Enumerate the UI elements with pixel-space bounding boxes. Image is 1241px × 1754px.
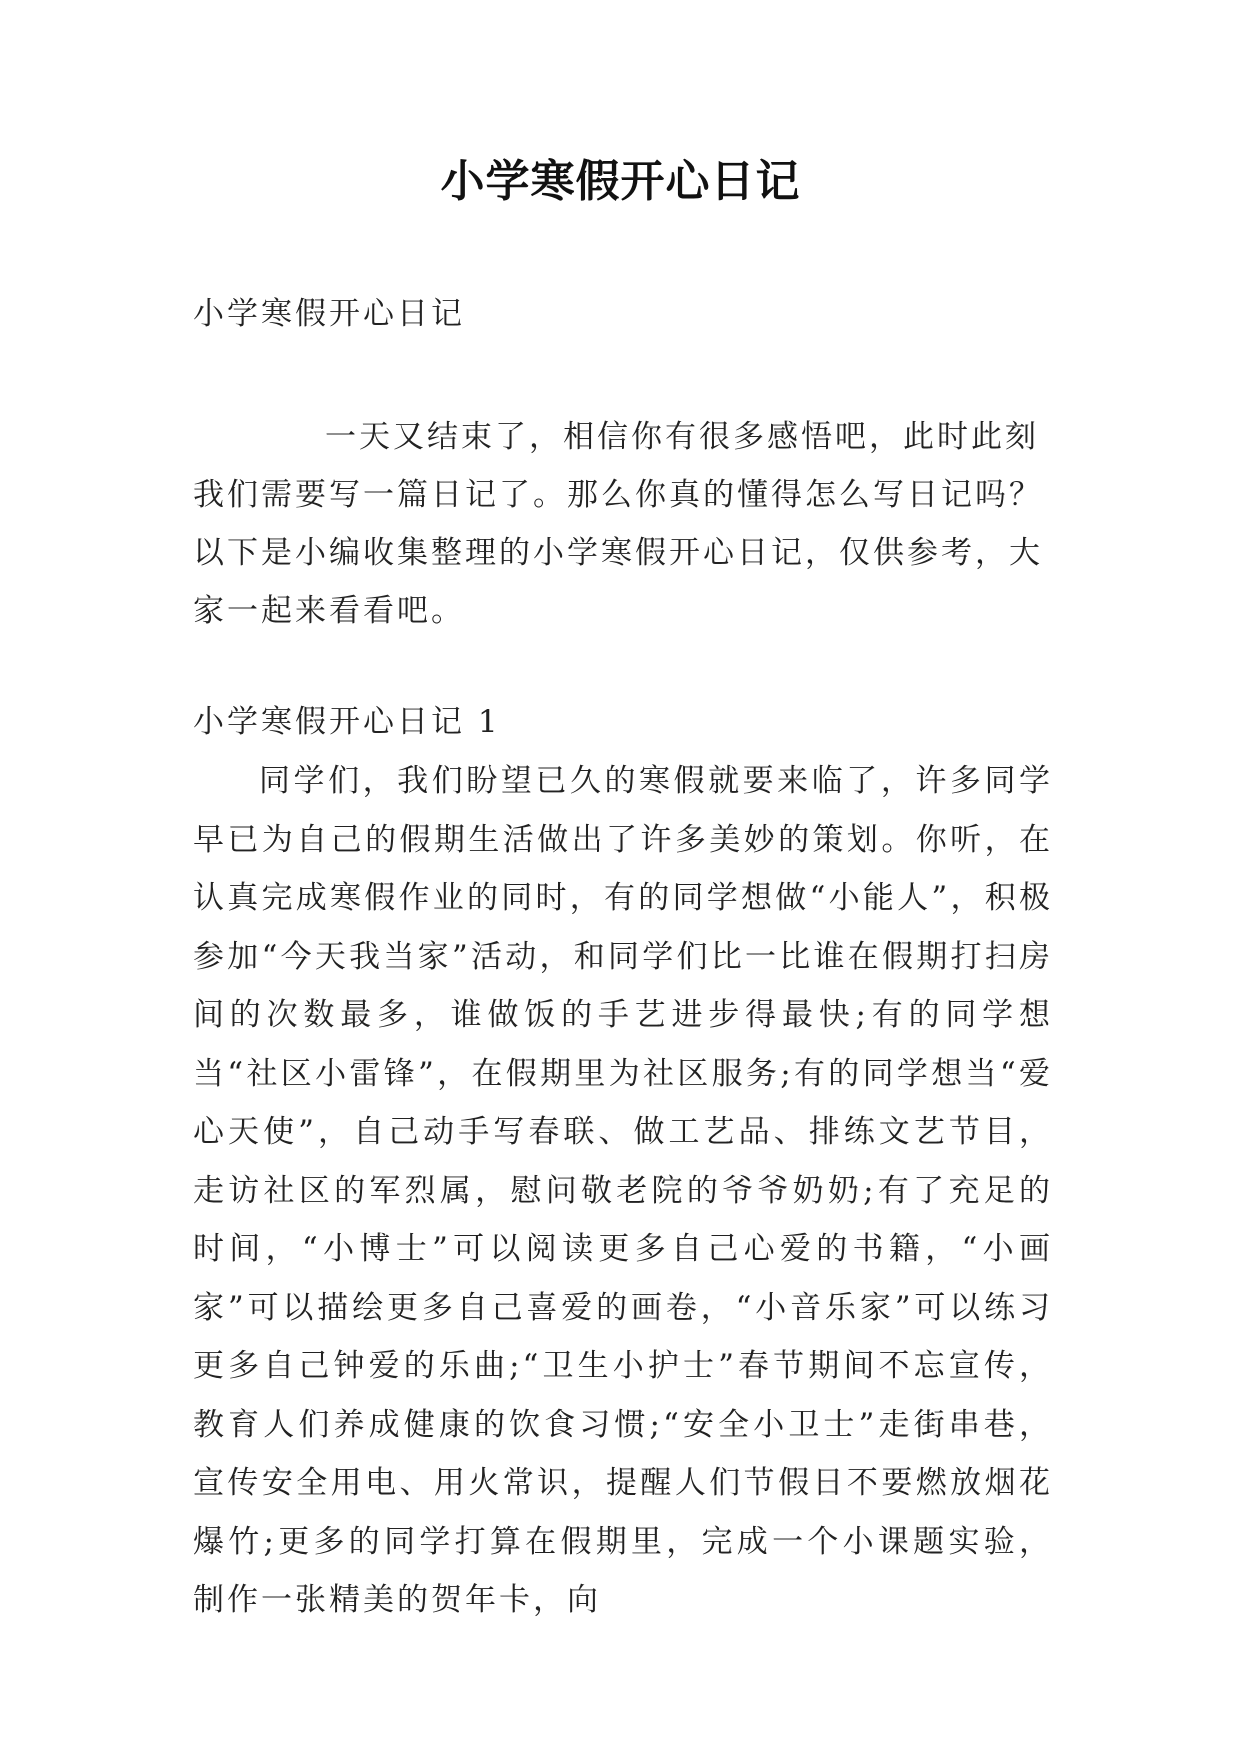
- section-body-paragraph: 同学们，我们盼望已久的寒假就要来临了，许多同学早已为自己的假期生活做出了许多美妙的策划。你听，在认真完成寒假作业的同时，有的同学想做“小能人”，积极参加“今天我当家”活动，和同学们比一比谁在假期打扫房间的次数最多，谁做饭的手艺进步得最快;有的同学想当“社区小雷锋”，在假期里为社区服务;有的同学想当“爱心天使”，自己动手写春联、做工艺品、排练文艺节目，走访社区的军烈属，慰问敬老院的爷爷奶奶;有了充足的时间，“小博士”可以阅读更多自己心爱的书籍，“小画家”可以描绘更多自己喜爱的画卷，“小音乐家”可以练习更多自己钟爱的乐曲;“卫生小护士”春节期间不忘宣传，教育人们养成健康的饮食习惯;“安全小卫士”走街串巷，宣传安全用电、用火常识，提醒人们节假日不要燃放烟花爆竹;更多的同学打算在假期里，完成一个小课题实验，制作一张精美的贺年卡，向: [193, 763, 1053, 1618]
- document-title: 小学寒假开心日记: [440, 156, 801, 207]
- section-heading: 小学寒假开心日记 1: [193, 704, 501, 740]
- intro-paragraph: 一天又结束了，相信你有很多感悟吧，此时此刻我们需要写一篇日记了。那么你真的懂得怎么写日记吗？以下是小编收集整理的小学寒假开心日记，仅供参考，大家一起来看看吧。: [193, 419, 1043, 629]
- document-subtitle: 小学寒假开心日记: [193, 296, 465, 332]
